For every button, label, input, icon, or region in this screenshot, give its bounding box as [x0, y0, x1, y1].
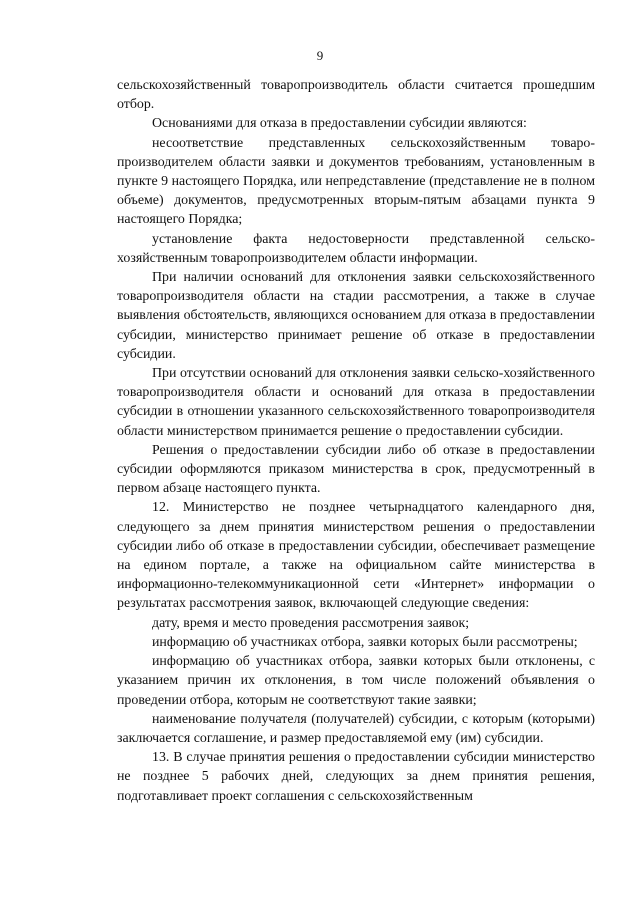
list-item-date-time-place: дату, время и место проведения рассмотрения заявок; — [152, 615, 470, 631]
paragraph-item-13: 13. В случае принятия решения о предоставлении субсидии министерство не позднее 5 рабочих дней, следующих за днем принятия решения, подготавливает проект соглашения с сельскохозяйственным — [117, 750, 595, 804]
paragraph-refusal-grounds-intro: Основаниями для отказа в предоставлении субсидии являются: — [152, 116, 527, 132]
paragraph-refusal-decision: При наличии оснований для отклонения заявки сельскохозяйственного товаропроизводителя области на стадии рассмотрения, а также в случае выявления обстоятельств, являющихся основанием для отказа в предоставлении субсидии, министерство принимает решение об отказе в предоставлении субсидии. — [117, 270, 595, 362]
page-number: 9 — [316, 48, 324, 63]
list-item-rejected-participants: информацию об участниках отбора, заявки которых были отклонены, с указанием причин их отклонения, в том числе положений объявления о проведении отбора, которым не соответствуют такие заявки; — [117, 654, 595, 708]
paragraph-decision-order: Решения о предоставлении субсидии либо об отказе в предоставлении субсидии оформляются приказом министерства в срок, предусмотренный в первом абзаце настоящего пункта. — [117, 442, 595, 497]
document-body — [117, 76, 595, 806]
paragraph-continuation: сельскохозяйственный товаропроизводитель области считается прошедшим отбор. — [117, 78, 595, 113]
paragraph-grant-decision: При отсутствии оснований для отклонения заявки сельско-хозяйственного товаропроизводителя области и оснований для отказа в предоставлении субсидии в отношении указанного сельскохозяйственного товаропроизводителя области министерством принимается решение о предоставлении субсидии. — [117, 366, 595, 439]
paragraph-refusal-ground-unreliability: установление факта недостоверности представленной сельско-хозяйственным товаропроизводителем области информации. — [117, 231, 595, 266]
paragraph-item-12: 12. Министерство не позднее четырнадцатого календарного дня, следующего за днем принятия министерством решения о предоставлении субсидии либо об отказе в предоставлении субсидии, обеспечивает размещение на едином портале, а также на официальном сайте министерства в информационно-телекоммуникационной сети «Интернет» информации о результатах рассмотрения заявок, включающей следующие сведения: — [117, 500, 595, 612]
paragraph-refusal-ground-nonconformity: несоответствие представленных сельскохозяйственным товаро-производителем области заявки и документов требованиям, установленным в пункте 9 настоящего Порядка, или непредставление (представление не в полном объеме) документов, предусмотренных вторым-пятым абзацами пункта 9 настоящего Порядка; — [117, 135, 595, 228]
list-item-reviewed-participants: информацию об участниках отбора, заявки которых были рассмотрены; — [152, 634, 578, 650]
list-item-recipient-name: наименование получателя (получателей) субсидии, с которым (которыми) заключается соглашение, и размер предоставляемой ему (им) субсидии. — [117, 711, 595, 746]
